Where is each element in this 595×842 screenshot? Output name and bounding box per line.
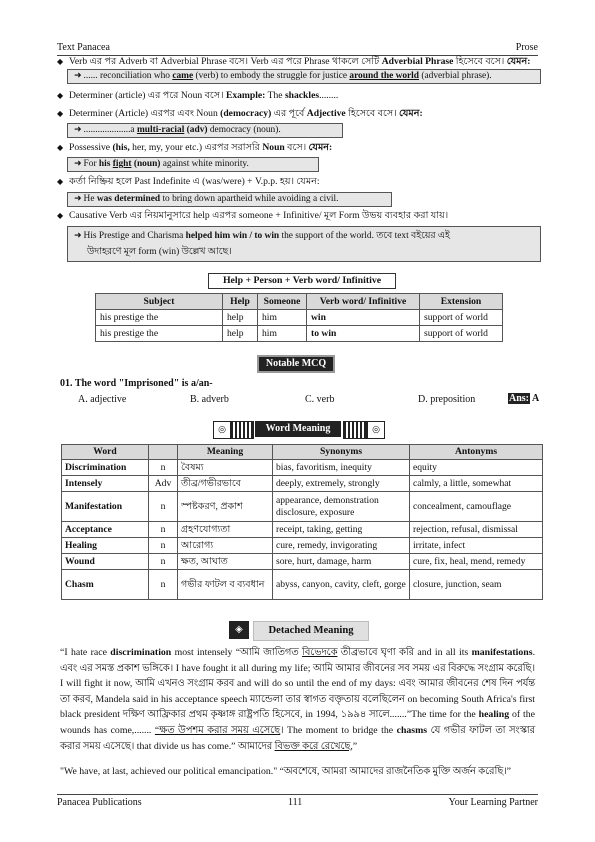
table-row: Wound n ক্ষত, আঘাত sore, hurt, damage, harm cure, fix, heal, mend, remedy — [62, 554, 543, 570]
arrow-icon: ➜ — [74, 231, 82, 241]
example-box-6: ➜ His Prestige and Charisma helped him win / to win the support of the world. তবে text বইয়ের এই উদাহরণে মূল form (win) উল্লেখ আছে। — [67, 226, 541, 262]
rule-bullet-5: ◆ কর্তা নিষ্ক্রিয় হলে Past Indefinite এ (was/were) + V.p.p. হয়। যেমন: — [57, 176, 320, 187]
table-row: Manifestation n স্পষ্টকরণ, প্রকাশ appearance, demonstration disclosure, exposure concealment, camouflage — [62, 492, 543, 522]
table-row: Healing n আরোগ্য cure, remedy, invigorating irritate, infect — [62, 538, 543, 554]
diamond-bullet-icon: ◆ — [57, 109, 64, 118]
help-pattern-title: Help + Person + Verb word/ Infinitive — [208, 273, 396, 289]
column-header: Extension — [420, 294, 503, 310]
footer-tagline: Your Learning Partner — [448, 797, 538, 808]
diamond-bullet-icon: ◆ — [57, 211, 64, 220]
column-header: Subject — [96, 294, 223, 310]
diamond-bullet-icon: ◆ — [57, 57, 64, 66]
column-header: Synonyms — [273, 445, 410, 460]
arrow-icon: ➜ — [74, 194, 82, 204]
running-header — [57, 42, 538, 54]
table-row: Acceptance n গ্রহণযোগ্যতা receipt, taking, getting rejection, refusal, dismissal — [62, 522, 543, 538]
detached-meaning-quote: "We have, at last, achieved our political emancipation." “অবশেষে, আমরা আমাদের রাজনৈতিক মুক্তি অর্জন করেছি।” — [60, 766, 512, 777]
page-footer — [57, 797, 538, 808]
column-header: Verb word/ Infinitive — [307, 294, 420, 310]
rule-bullet-1: ◆ Verb এর পর Adverb বা Adverbial Phrase বসে। Verb এর পরে Phrase থাকলে সেটি Adverbial Phrase হিসেবে বসে। যেমন: — [57, 56, 531, 67]
column-header: Help — [223, 294, 258, 310]
target-icon: ◎ — [213, 421, 231, 439]
example-box-4: ➜ For his fight (noun) against white minority. — [67, 157, 319, 172]
mcq-question: 01. The word "Imprisoned" is a/an- — [60, 378, 213, 389]
mcq-answer: Ans: A — [509, 393, 540, 404]
notable-mcq-banner: Notable MCQ — [257, 355, 335, 373]
header-section: Prose — [515, 42, 538, 53]
table-row: Discrimination n বৈষম্য bias, favoritism, inequity equity — [62, 460, 543, 476]
column-header: Meaning — [178, 445, 273, 460]
footer-rule — [57, 794, 538, 795]
example-box-1: ➜ ...... reconciliation who came (verb) to embody the struggle for justice around the world (adverbial phrase). — [67, 69, 541, 84]
word-meaning-banner: ◎ Word Meaning ◎ — [213, 421, 383, 437]
header-book-title: Text Panacea — [57, 42, 110, 53]
footer-publisher: Panacea Publications — [57, 797, 142, 808]
word-meaning-table — [61, 444, 543, 600]
detached-meaning-paragraph: “I hate race discrimination most intensely “আমি জাতিগত বিভেদকে তীব্রভাবে ঘৃণা করি and in all its manifestations. এবং এর সমস্ত প্রকাশ ভঙ্গিকে। I have fought it all during my life; আমি আমার জীবনের সব সময় এর বিরুদ্ধে সংগ্রাম করেছি। I will fight it now, আমি এখনও সংগ্রাম করব and will do so until the end of my days: এবং আমার জীবনের শেষ দিন পর্যন্ত তা করব, Mandela said in his acceptance speech ম্যান্ডেলা তার স্বাগত বক্তৃতায় বলেছিলেন on becoming South Africa's first black president দক্ষিণ আফ্রিকার প্রথম কৃষ্ণাঙ্গ রাষ্ট্রপতি হিসেবে, in 1994, ১৯৯৪ সালে.......”The time for the healing of the wounds has come,....... “ক্ষত উপশম করার সময় এসেছে। The moment to bridge the chasms যে গভীর ফাটল তা সংস্কার করার সময় এসেছে। that divide us has come.” আমাদের বিভক্ত করে রেখেছে,” — [60, 647, 536, 752]
column-header: Someone — [258, 294, 307, 310]
example-box-3: ➜ ....................a multi-racial (adv) democracy (noun). — [67, 123, 343, 138]
mcq-option-d: D. preposition — [418, 394, 476, 405]
column-header: Antonyms — [410, 445, 543, 460]
diamond-bullet-icon: ◆ — [57, 177, 64, 186]
rule-bullet-4: ◆ Possessive (his, her, my, your etc.) এরপর সরাসরি Noun বসে। যেমন: — [57, 142, 333, 153]
rule-bullet-3: ◆ Determiner (Article) এরপর এবং Noun (democracy) এর পূর্বে Adjective হিসেবে বসে। যেমন: — [57, 108, 423, 119]
rule-bullet-2: ◆ Determiner (article) এর পরে Noun বসে। Example: The shackles........ — [57, 90, 339, 101]
arrow-icon: ➜ — [74, 159, 82, 169]
help-pattern-table — [95, 293, 503, 342]
column-header: Word — [62, 445, 149, 460]
table-row: his prestige the help him win support of world — [96, 310, 503, 326]
diamond-icon: ◈ — [229, 621, 249, 639]
mcq-option-b: B. adverb — [190, 394, 229, 405]
diamond-bullet-icon: ◆ — [57, 143, 64, 152]
mcq-option-a: A. adjective — [78, 394, 127, 405]
diamond-bullet-icon: ◆ — [57, 91, 64, 100]
example-box-5: ➜ He was determined to bring down apartheid while avoiding a civil. — [67, 192, 392, 207]
table-row: Intensely Adv তীব্র/গভীরভাবে deeply, extremely, strongly calmly, a little, somewhat — [62, 476, 543, 492]
mcq-option-c: C. verb — [305, 394, 335, 405]
target-icon: ◎ — [367, 421, 385, 439]
page-number: 111 — [287, 797, 303, 808]
arrow-icon: ➜ — [74, 71, 82, 81]
stripes-decoration — [231, 421, 254, 439]
table-row: his prestige the help him to win support of world — [96, 326, 503, 342]
rule-bullet-6: ◆ Causative Verb এর নিয়মানুসারে help এরপর someone + Infinitive/ মূল Form উভয় ব্যবহার করা যায়। — [57, 210, 449, 221]
column-header — [149, 445, 178, 460]
table-row: Chasm n গভীর ফাটল ব ব্যবধান abyss, canyon, cavity, cleft, gorge closure, junction, seam — [62, 570, 543, 600]
stripes-decoration — [343, 421, 367, 439]
arrow-icon: ➜ — [74, 125, 82, 135]
